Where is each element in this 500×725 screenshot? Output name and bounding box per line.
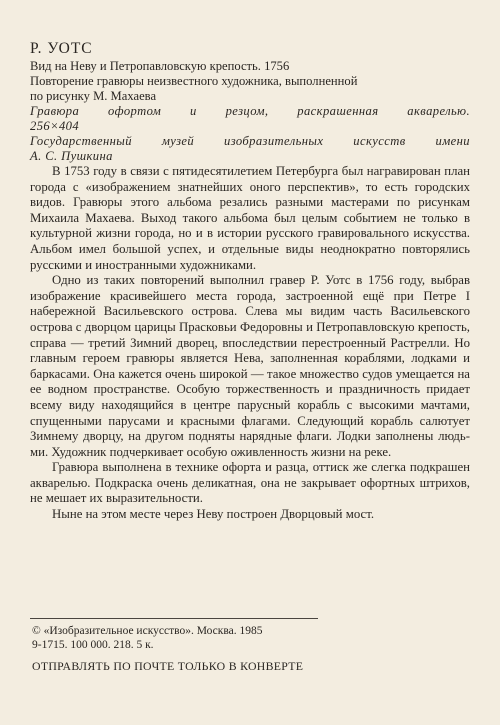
- print-code: 9-1715. 100 000. 218. 5 к.: [32, 639, 154, 651]
- paragraph-4: Ныне на этом месте через Неву построен Дворцовый мост.: [52, 507, 375, 522]
- artwork-title: Вид на Неву и Петропавловскую крепость. 1756: [30, 59, 290, 73]
- museum-line-1: Государственный музей изобразительных искусств имени: [30, 134, 470, 148]
- paragraph-3: Гравюра выполнена в технике офорта и разца, оттиск же слегка подкрашен акварелью. Подкраска очень деликатная, она не закрывает офортных штрихов, не мешает их выразительности.: [30, 460, 470, 506]
- artwork-technique: Гравюра офортом и резцом, раскрашенная акварелью.: [30, 104, 470, 118]
- artwork-subtitle-line-1: Повторение гравюры неизвестного художника, выполненной: [30, 74, 358, 88]
- paragraph-2: Одно из таких повторений выполнил гравер Р. Уотс в 1756 году, выбрав изображение красивейшего места города, застроенной ещё при Петре I набережной Васильевского острова. Слева мы видим часть Васильевского острова с дворцом царицы Прасковьи Федоровны и Петропавловскую крепость, справа — третий Зимний дворец, впоследствии перестроенный Растрелли. Но главным героем гравюры является Нева, заполненная кораблями, лодками и баркасами. Она кажется очень широкой — такое множество судов умещается на ее водном пространстве. Особую торжественность и праздничность придает всему виду находящийся в центре парусный корабль с высокими мачтами, спущенными парусами и красными флагами. Следующий корабль салютует Зимнему дворцу, на другом подняты нарядные флаги. Лодки заполнены людьми. Художник подчеркивает особую оживленность жизни на реке.: [30, 273, 470, 459]
- artwork-subtitle-line-2: по рисунку М. Махаева: [30, 89, 157, 103]
- postcard-back: [30, 40, 470, 523]
- caption-block: [30, 40, 470, 164]
- author-name: Р. УОТС: [30, 40, 93, 57]
- museum-line-2: А. С. Пушкина: [30, 149, 113, 163]
- description-text: [30, 164, 470, 523]
- paragraph-1: В 1753 году в связи с пятидесятилетием Петербурга был награвирован план города с «изображением знатнейших оного перспектив», то есть городских видов. Гравюры этого альбома резались разными мастерами по рисункам Михаила Махаева. Выход такого альбома был целым событием не только в культурной жизни города, но и в истории русского гравировального искусства. Альбом имел большой успех, и отдельные виды неоднократно повторялись русскими и иностранными художниками.: [30, 164, 470, 272]
- copyright-line: © «Изобразительное искусство». Москва. 1985: [32, 625, 263, 637]
- mailing-note: ОТПРАВЛЯТЬ ПО ПОЧТЕ ТОЛЬКО В КОНВЕРТЕ: [32, 659, 304, 673]
- publisher-info: [32, 624, 432, 652]
- footer-divider: [30, 618, 318, 619]
- artwork-size: 256×404: [30, 119, 80, 133]
